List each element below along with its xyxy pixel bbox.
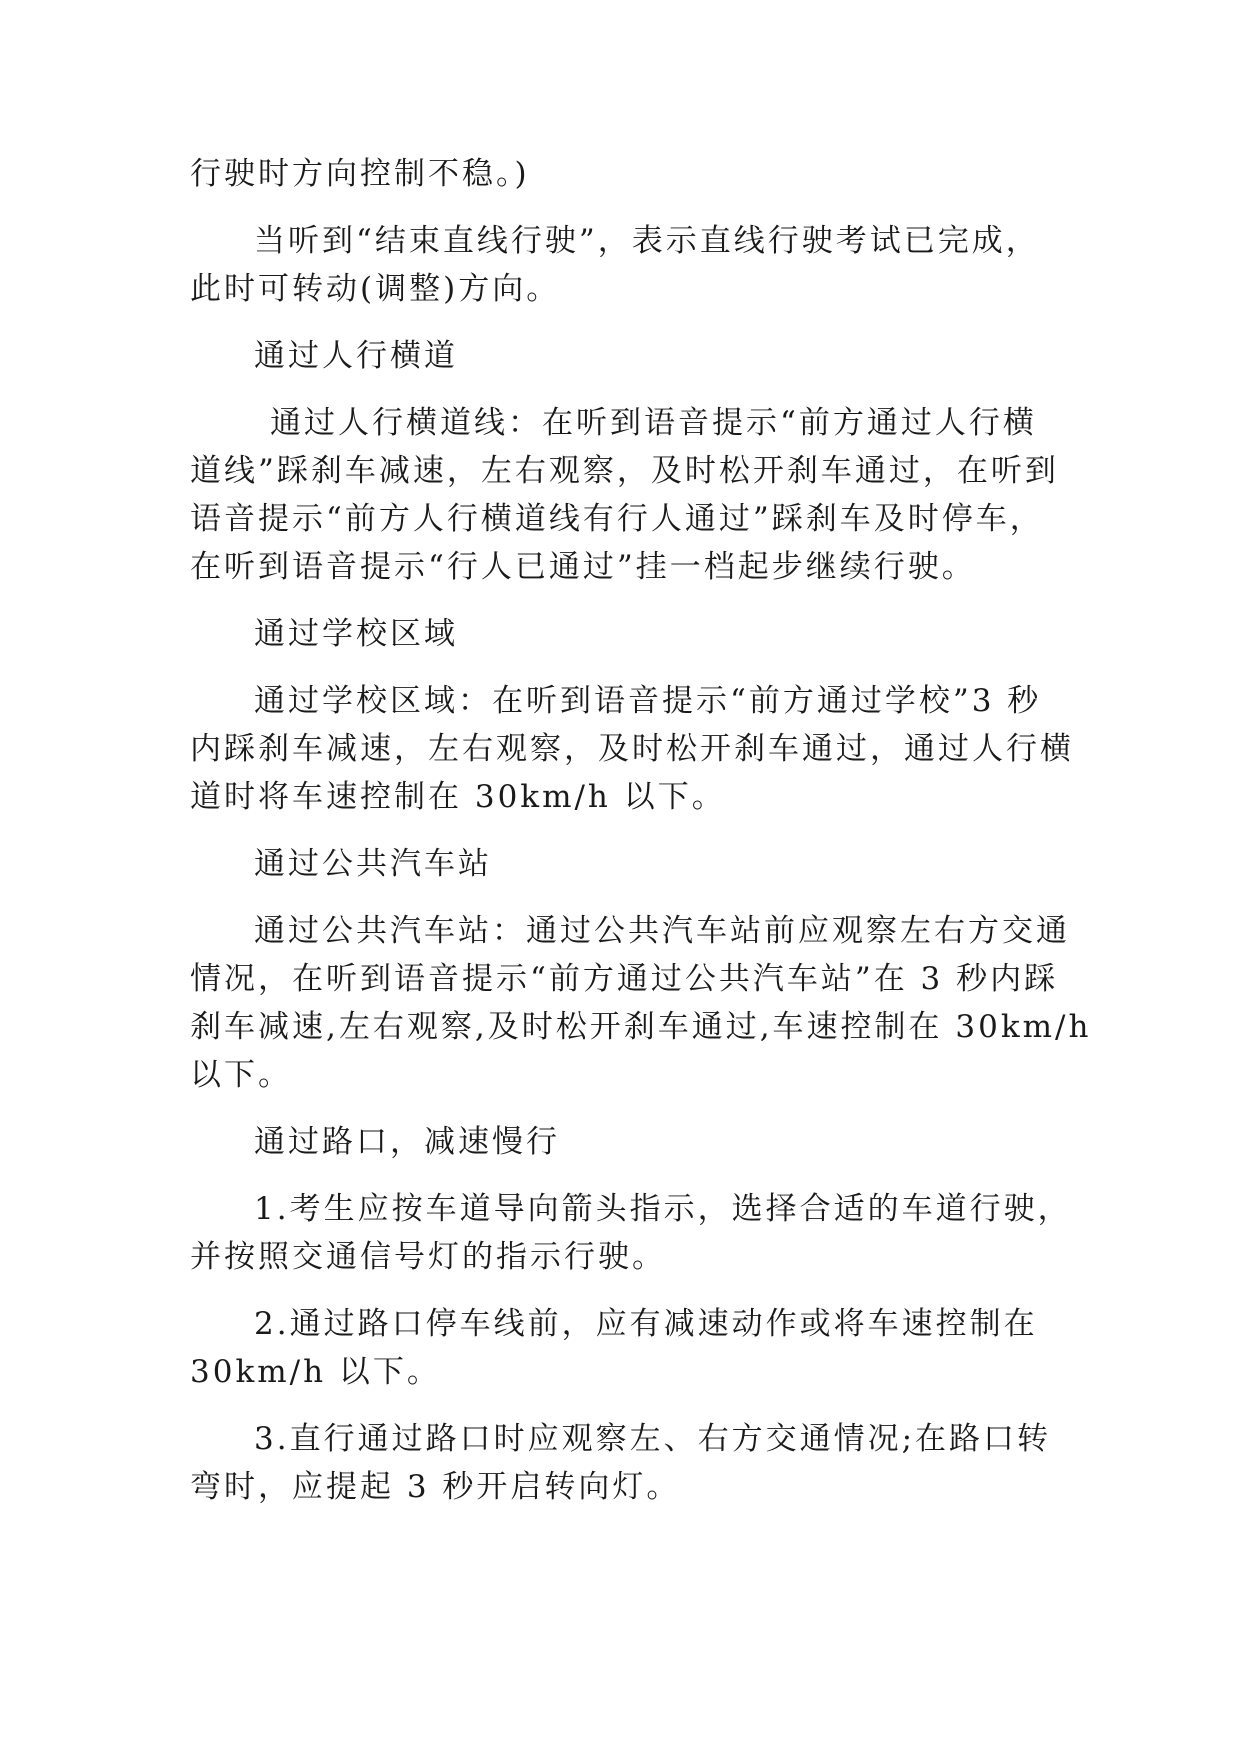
text-line: 通过学校区域 (254, 616, 458, 652)
text-line: 此时可转动(调整)方向。 (190, 271, 561, 307)
document-page (190, 150, 1092, 1511)
section-heading-school (190, 610, 1050, 658)
text-line: 通过学校区域：在听到语音提示“前方通过学校”3 秒 (254, 683, 1042, 719)
paragraph-crosswalk (190, 399, 1059, 591)
text-line: 通过公共汽车站 (254, 846, 492, 882)
text-line: 内踩刹车减速，左右观察，及时松开刹车通过，通过人行横 (190, 731, 1074, 767)
text-line: 通过人行横道线：在听到语音提示“前方通过人行横 (270, 405, 1037, 441)
text-line: 并按照交通信号灯的指示行驶。 (190, 1239, 666, 1275)
text-line: 通过路口，减速慢行 (254, 1124, 560, 1160)
text-line: 当听到“结束直线行驶”，表示直线行驶考试已完成， (254, 223, 1040, 259)
text-line: 2.通过路口停车线前，应有减速动作或将车速控制在 (254, 1306, 1038, 1342)
list-item-2 (190, 1300, 1050, 1396)
text-line: 弯时，应提起 3 秒开启转向灯。 (190, 1469, 681, 1505)
paragraph-end-straight (190, 217, 1050, 313)
list-item-3 (190, 1415, 1050, 1511)
list-item-1 (190, 1185, 1072, 1281)
text-line: 语音提示“前方人行横道线有行人通过”踩刹车及时停车， (190, 501, 1044, 537)
text-line: 道线”踩刹车减速，左右观察，及时松开刹车通过，在听到 (190, 453, 1059, 489)
text-line: 以下。 (190, 1057, 292, 1093)
text-line: 情况，在听到语音提示“前方通过公共汽车站”在 3 秒内踩 (190, 961, 1059, 997)
text-line: 1.考生应按车道导向箭头指示，选择合适的车道行驶， (254, 1191, 1072, 1227)
paragraph-continuation (190, 150, 1050, 198)
text-line: 30km/h 以下。 (190, 1354, 441, 1390)
section-heading-bus-stop (190, 840, 1050, 888)
text-line: 行驶时方向控制不稳。) (190, 156, 530, 192)
text-line: 通过公共汽车站：通过公共汽车站前应观察左右方交通 (254, 913, 1070, 949)
text-line: 3.直行通过路口时应观察左、右方交通情况;在路口转 (254, 1421, 1052, 1457)
section-heading-intersection (190, 1118, 1050, 1166)
paragraph-school (190, 677, 1074, 821)
text-line: 道时将车速控制在 30km/h 以下。 (190, 779, 726, 815)
text-line: 通过人行横道 (254, 338, 458, 374)
text-line: 刹车减速,左右观察,及时松开刹车通过,车速控制在 30km/h (190, 1009, 1092, 1045)
paragraph-bus-stop (190, 907, 1092, 1099)
section-heading-crosswalk (190, 332, 1050, 380)
text-line: 在听到语音提示“行人已通过”挂一档起步继续行驶。 (190, 549, 976, 585)
